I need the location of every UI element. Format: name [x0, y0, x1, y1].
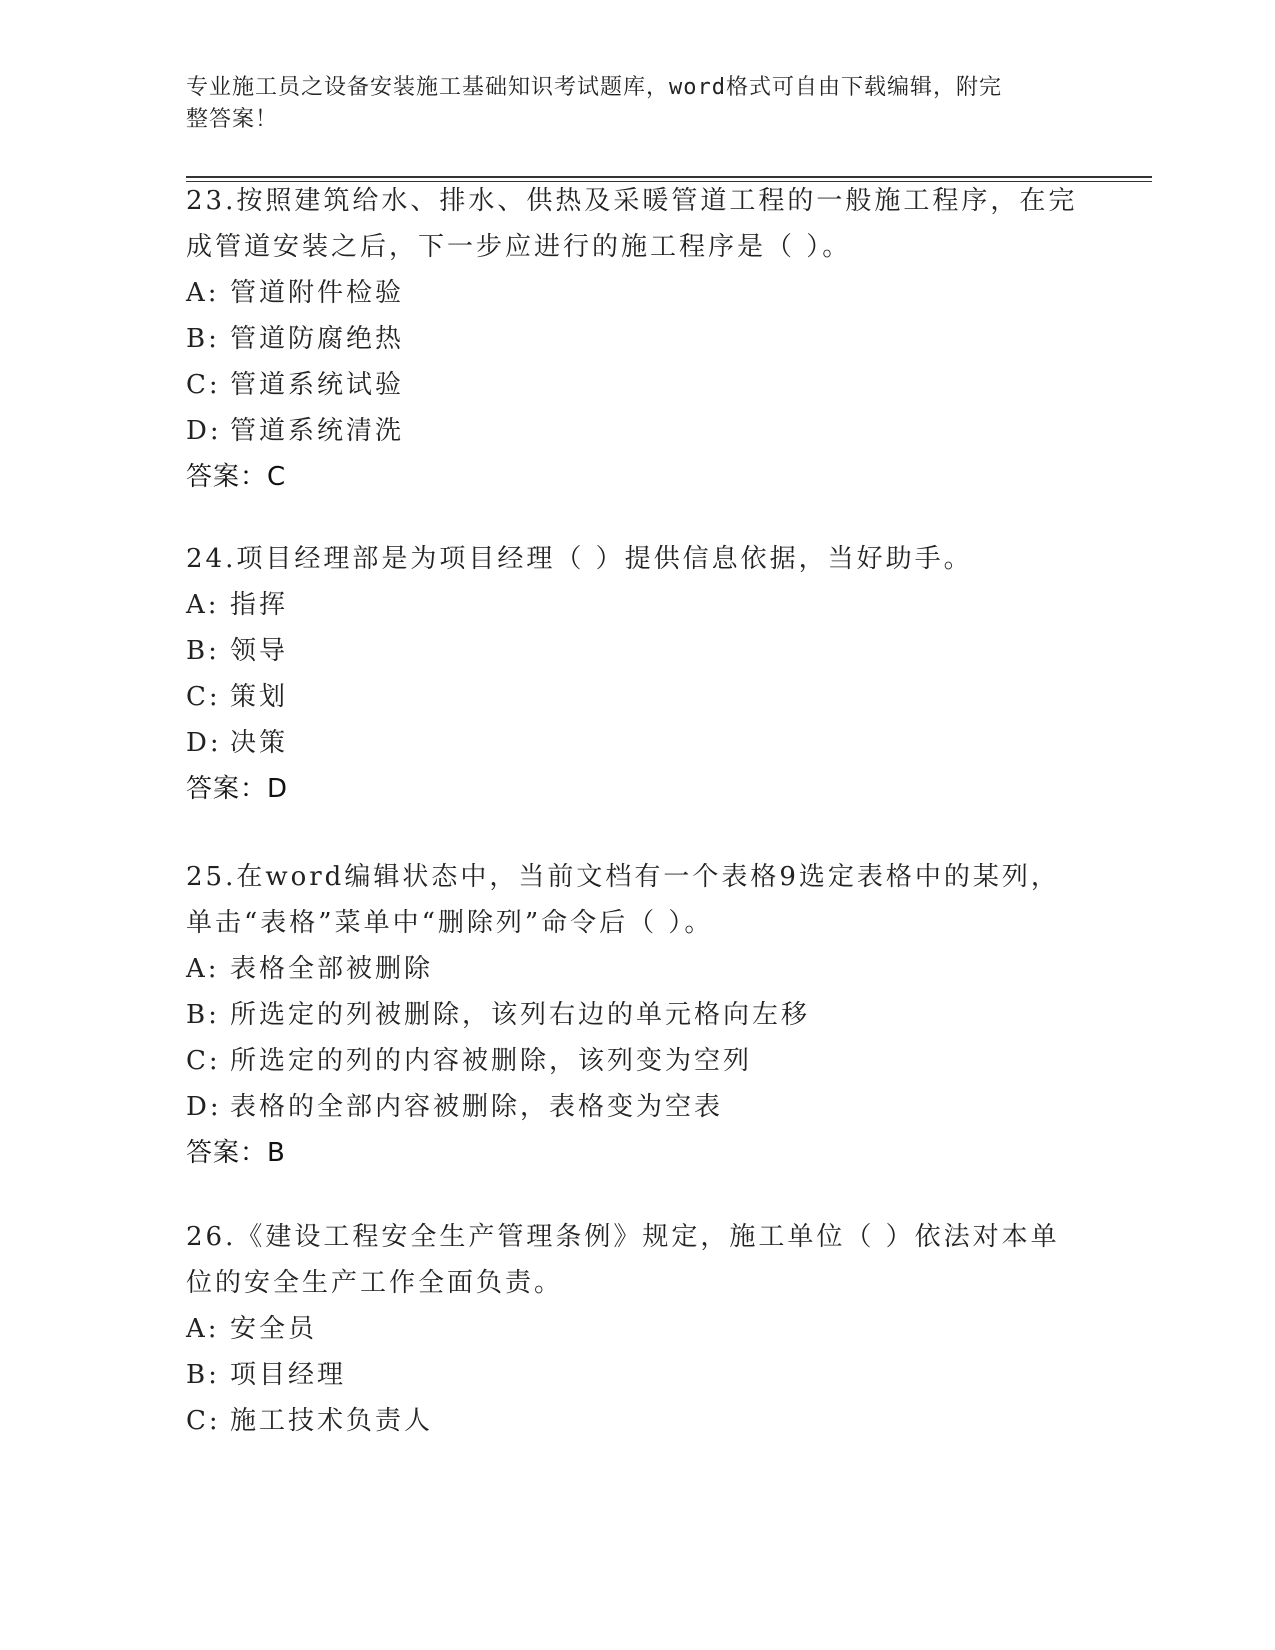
- question-stem-line-1: 26.《建设工程安全生产管理条例》规定，施工单位（ ）依法对本单: [186, 1222, 1060, 1252]
- option-c: [186, 1398, 1086, 1444]
- option-letter: A:: [186, 590, 220, 620]
- option-b: [186, 628, 1086, 674]
- question-stem-line-2: 单击“表格”菜单中“删除列”命令后（ ）。: [186, 908, 714, 938]
- option-letter: A:: [186, 1314, 220, 1344]
- option-text: 表格的全部内容被删除，表格变为空表: [230, 1092, 724, 1122]
- header-line-2: 整答案！: [186, 107, 279, 132]
- option-a: [186, 582, 1086, 628]
- option-a: [186, 1306, 1086, 1352]
- option-b: [186, 316, 1086, 362]
- question-23: [186, 178, 1086, 500]
- question-stem-line-1: 24.项目经理部是为项目经理（ ）提供信息依据，当好助手。: [186, 544, 973, 574]
- option-letter: C:: [186, 1406, 221, 1436]
- option-c: [186, 1038, 1086, 1084]
- answer-line: 答案：B: [186, 1138, 286, 1168]
- option-text: 项目经理: [230, 1360, 347, 1390]
- question-stem-line-2: 成管道安装之后，下一步应进行的施工程序是（ ）。: [186, 232, 852, 262]
- option-letter: C:: [186, 1046, 221, 1076]
- document-header: [186, 72, 1066, 136]
- option-text: 管道系统试验: [230, 370, 405, 400]
- option-a: [186, 946, 1086, 992]
- header-line-1: 专业施工员之设备安装施工基础知识考试题库，word格式可自由下载编辑，附完: [186, 75, 1002, 100]
- question-stem-line-1: 23.按照建筑给水、排水、供热及采暖管道工程的一般施工程序，在完: [186, 186, 1078, 216]
- option-d: [186, 720, 1086, 766]
- option-letter: A:: [186, 954, 220, 984]
- option-letter: B:: [186, 636, 220, 666]
- option-text: 安全员: [230, 1314, 318, 1344]
- answer-line: 答案：C: [186, 462, 287, 492]
- option-text: 指挥: [230, 590, 289, 620]
- option-text: 管道防腐绝热: [230, 324, 405, 354]
- option-text: 管道附件检验: [230, 278, 405, 308]
- option-b: [186, 1352, 1086, 1398]
- option-a: [186, 270, 1086, 316]
- answer-line: 答案：D: [186, 774, 289, 804]
- option-c: [186, 674, 1086, 720]
- option-letter: C:: [186, 370, 221, 400]
- option-letter: A:: [186, 278, 220, 308]
- option-text: 所选定的列被删除，该列右边的单元格向左移: [230, 1000, 811, 1030]
- option-text: 施工技术负责人: [230, 1406, 434, 1436]
- option-letter: D:: [186, 416, 222, 446]
- option-text: 决策: [230, 728, 289, 758]
- question-25: [186, 854, 1086, 1176]
- option-text: 领导: [230, 636, 289, 666]
- option-c: [186, 362, 1086, 408]
- option-letter: D:: [186, 728, 222, 758]
- option-letter: C:: [186, 682, 221, 712]
- option-letter: B:: [186, 1000, 220, 1030]
- option-text: 管道系统清洗: [230, 416, 405, 446]
- option-d: [186, 408, 1086, 454]
- option-letter: B:: [186, 1360, 220, 1390]
- option-d: [186, 1084, 1086, 1130]
- option-letter: D:: [186, 1092, 222, 1122]
- question-stem-line-2: 位的安全生产工作全面负责。: [186, 1268, 564, 1298]
- question-stem-line-1: 25.在word编辑状态中，当前文档有一个表格9选定表格中的某列，: [186, 862, 1060, 892]
- option-text: 策划: [230, 682, 289, 712]
- option-text: 所选定的列的内容被删除，该列变为空列: [230, 1046, 753, 1076]
- option-letter: B:: [186, 324, 220, 354]
- option-text: 表格全部被删除: [230, 954, 434, 984]
- question-26: [186, 1214, 1086, 1444]
- option-b: [186, 992, 1086, 1038]
- question-24: [186, 536, 1086, 812]
